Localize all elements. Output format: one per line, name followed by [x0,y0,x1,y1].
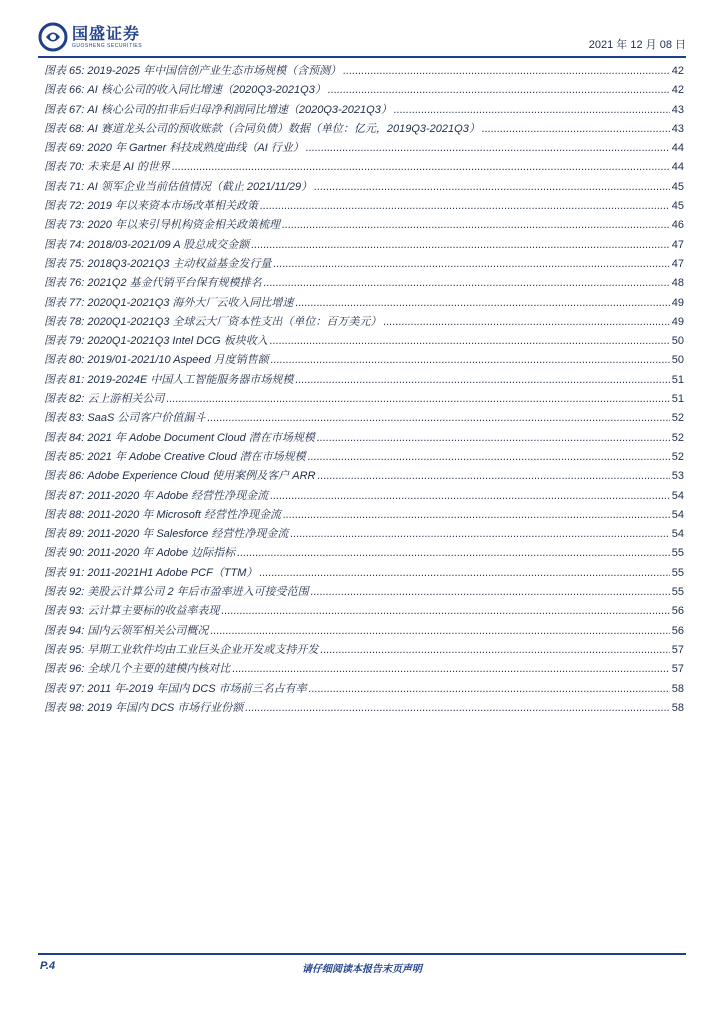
toc-dot-leader [311,586,670,598]
toc-entry-title[interactable]: SaaS 公司客户价值漏斗 [87,412,206,425]
logo-name: 国盛证券 [72,23,141,43]
toc-entry[interactable] [44,699,684,718]
toc-dot-leader [482,123,670,135]
toc-dot-leader [295,374,669,386]
toc-entry-label: 图表 89: [44,528,85,541]
toc-entry-page[interactable]: 54 [671,508,684,521]
toc-entry[interactable] [44,62,684,81]
toc-entry-label: 图表 91: [44,566,85,579]
toc-entry-label: 图表 67: [44,103,85,116]
toc-entry-title[interactable]: 未来是 AI 的世界 [87,161,170,174]
toc-entry-label: 图表 98: [44,701,85,714]
toc-entry[interactable] [44,641,684,660]
logo-emblem-icon [38,22,68,52]
toc-entry-title[interactable]: 2021 年 Adobe Creative Cloud 潜在市场规模 [87,450,306,463]
disclaimer-note: 请仔细阅读本报告末页声明 [302,964,422,975]
toc-dot-leader [260,200,670,212]
toc-entry-title[interactable]: 2019 年国内 DCS 市场行业份额 [87,701,244,714]
page-header [38,18,686,56]
toc-entry-title[interactable]: 全球几个主要的建模内核对比 [87,663,231,676]
toc-entry-page[interactable]: 47 [671,238,684,251]
toc-entry-page[interactable]: 56 [671,624,684,637]
toc-entry[interactable] [44,236,684,255]
toc-dot-leader [308,451,670,463]
toc-entry-page[interactable]: 55 [671,566,684,579]
toc-dot-leader [309,683,670,695]
toc-entry-label: 图表 77: [44,296,85,309]
toc-dot-leader [271,354,670,366]
toc-entry-page[interactable]: 52 [671,450,684,463]
toc-entry[interactable] [44,178,684,197]
toc-dot-leader [166,393,669,405]
toc-entry-title[interactable]: 2020Q1-2021Q3 海外大厂云收入同比增速 [87,296,294,309]
toc-dot-leader [283,509,670,521]
toc-entry-page[interactable]: 43 [671,122,684,135]
toc-entry[interactable] [44,313,684,332]
toc-entry-page[interactable]: 51 [671,393,684,406]
toc-entry-title[interactable]: 2020 年 Gartner 科技成熟度曲线（AI 行业） [87,142,304,155]
toc-entry[interactable] [44,351,684,370]
toc-entry-label: 图表 70: [44,161,85,174]
toc-entry-title[interactable]: AI 领军企业当前估值情况（截止 2021/11/29） [87,180,313,193]
toc-entry-title[interactable]: 2018Q3-2021Q3 主动权益基金发行量 [87,257,272,270]
toc-dot-leader [207,412,669,424]
toc-dot-leader [210,625,669,637]
toc-entry-page[interactable]: 50 [671,354,684,367]
toc-entry-title[interactable]: 云计算主要标的收益率表现 [87,605,220,618]
toc-entry-title[interactable]: 2020Q1-2021Q3 Intel DCG 板块收入 [87,335,268,348]
toc-entry-page[interactable]: 44 [671,142,684,155]
toc-entry-title[interactable]: 2021 年 Adobe Document Cloud 潜在市场规模 [87,431,315,444]
toc-dot-leader [273,258,669,270]
toc-entry-title[interactable]: 2019-2024E 中国人工智能服务器市场规模 [87,373,294,386]
toc-entry-label: 图表 90: [44,547,85,560]
toc-entry-label: 图表 76: [44,277,85,290]
toc-entry-page[interactable]: 55 [671,547,684,560]
toc-entry-page[interactable]: 42 [671,65,684,77]
toc-entry-title[interactable]: 2011-2020 年 Adobe 经营性净现金流 [87,489,269,502]
toc-entry-page[interactable]: 54 [671,489,684,502]
toc-entry-label: 图表 71: [44,180,85,193]
toc-dot-leader [245,702,669,714]
toc-entry-title[interactable]: 2020 年以来引导机构资金相关政策梳理 [87,219,280,232]
toc-entry-page[interactable]: 46 [671,219,684,232]
toc-dot-leader [306,142,670,154]
page-number: P.4 [40,960,56,972]
toc-entry-title[interactable]: 早期工业软件均由工业巨头企业开发或支持开发 [87,643,319,656]
toc-entry[interactable] [44,101,684,120]
toc-dot-leader [314,181,670,193]
toc-entry-page[interactable]: 45 [671,180,684,193]
toc-entry-label: 图表 87: [44,489,85,502]
toc-entry[interactable] [44,120,684,139]
toc-entry-page[interactable]: 53 [671,470,684,483]
toc-entry-page[interactable]: 51 [671,373,684,386]
toc-dot-leader [259,567,669,579]
toc-entry[interactable] [44,371,684,390]
toc-entry-label: 图表 97: [44,682,85,695]
toc-entry[interactable] [44,602,684,621]
toc-dot-leader [320,644,669,656]
toc-dot-leader [317,470,669,482]
toc-entry-label: 图表 74: [44,238,85,251]
toc-entry-page[interactable]: 54 [671,528,684,541]
toc-entry[interactable] [44,429,684,448]
toc-entry-label: 图表 81: [44,373,85,386]
toc-entry-title[interactable]: 国内云领军相关公司概况 [87,624,209,637]
toc-dot-leader [295,297,669,309]
logo-subtitle: GUOSHENG SECURITIES [72,42,143,49]
toc-entry-label: 图表 79: [44,335,85,348]
toc-entry-title[interactable]: 2019 年以来资本市场改革相关政策 [87,200,258,213]
toc-dot-leader [317,432,670,444]
toc-entry[interactable] [44,390,684,409]
toc-entry-page[interactable]: 52 [671,412,684,425]
toc-entry[interactable] [44,487,684,506]
toc-entry-title[interactable]: Adobe Experience Cloud 使用案例及客户 ARR [87,470,316,483]
toc-entry-label: 图表 84: [44,431,85,444]
toc-entry[interactable] [44,332,684,351]
toc-entry-title[interactable]: 2011-2020 年 Microsoft 经营性净现金流 [87,508,281,521]
figure-index-list [44,62,684,718]
toc-entry-label: 图表 73: [44,219,85,232]
toc-entry-label: 图表 95: [44,643,85,656]
toc-entry-title[interactable]: 2019-2025 年中国信创产业生态市场规模（含预测） [87,65,342,77]
company-logo [38,18,142,56]
toc-dot-leader [237,547,670,559]
toc-entry[interactable] [44,564,684,583]
toc-entry-label: 图表 82: [44,393,85,406]
toc-entry-title[interactable]: 2020Q1-2021Q3 全球云大厂资本性支出（单位：百万美元） [87,315,382,328]
toc-entry[interactable] [44,158,684,177]
toc-entry-title[interactable]: 2021Q2 基金代销平台保有规模排名 [87,277,262,290]
toc-entry-page[interactable]: 56 [671,605,684,618]
toc-entry[interactable] [44,197,684,216]
toc-entry[interactable] [44,680,684,699]
toc-entry-label: 图表 85: [44,450,85,463]
toc-entry-label: 图表 96: [44,663,85,676]
header-divider [38,56,686,58]
toc-entry-label: 图表 68: [44,122,85,135]
toc-entry-page[interactable]: 57 [671,663,684,676]
toc-entry-page[interactable]: 55 [671,586,684,599]
toc-entry[interactable] [44,622,684,641]
toc-entry[interactable] [44,216,684,235]
toc-entry-page[interactable]: 57 [671,643,684,656]
toc-entry[interactable] [44,583,684,602]
toc-entry[interactable] [44,467,684,486]
toc-entry-label: 图表 75: [44,257,85,270]
toc-dot-leader [343,65,670,77]
toc-entry[interactable] [44,139,684,158]
toc-entry-label: 图表 92: [44,586,85,599]
toc-dot-leader [328,84,670,96]
toc-entry[interactable] [44,81,684,100]
toc-dot-leader [383,316,669,328]
toc-entry-page[interactable]: 50 [671,335,684,348]
toc-entry-page[interactable]: 43 [671,103,684,116]
toc-entry-page[interactable]: 52 [671,431,684,444]
toc-dot-leader [394,104,670,116]
toc-entry-title[interactable]: AI 核心公司的扣非后归母净利润同比增速（2020Q3-2021Q3） [87,103,392,116]
toc-entry[interactable] [44,409,684,428]
toc-entry-label: 图表 72: [44,200,85,213]
toc-entry[interactable] [44,448,684,467]
toc-entry-label: 图表 93: [44,605,85,618]
toc-entry-label: 图表 66: [44,84,85,97]
toc-entry-label: 图表 69: [44,142,85,155]
toc-entry[interactable] [44,525,684,544]
toc-entry[interactable] [44,544,684,563]
toc-entry[interactable] [44,506,684,525]
toc-dot-leader [282,219,670,231]
toc-dot-leader [221,605,669,617]
toc-dot-leader [251,239,670,251]
toc-entry[interactable] [44,294,684,313]
toc-entry[interactable] [44,274,684,293]
toc-entry-page[interactable]: 58 [671,682,684,695]
toc-entry-title[interactable]: AI 赛道龙头公司的预收账款（合同负债）数据（单位：亿元，2019Q3-2021Q3） [87,122,480,135]
toc-entry-page[interactable]: 49 [671,315,684,328]
toc-dot-leader [270,335,670,347]
toc-entry[interactable] [44,660,684,679]
toc-entry-page[interactable]: 47 [671,257,684,270]
toc-dot-leader [264,277,670,289]
toc-entry-label: 图表 80: [44,354,85,367]
toc-entry-title[interactable]: 美股云计算公司 2 年后市盈率进入可接受范围 [87,586,309,599]
toc-entry-title[interactable]: 2011-2020 年 Salesforce 经营性净现金流 [87,528,289,541]
report-date: 2021 年 12 月 08 日 [588,39,686,51]
toc-entry-label: 图表 83: [44,412,85,425]
toc-entry-title[interactable]: 2011-2021H1 Adobe PCF（TTM） [87,566,258,579]
toc-dot-leader [172,161,670,173]
toc-entry-title[interactable]: 2011-2020 年 Adobe 边际指标 [87,547,236,560]
toc-entry[interactable] [44,255,684,274]
toc-entry-label: 图表 65: [44,65,85,77]
toc-entry-title[interactable]: 2011 年-2019 年国内 DCS 市场前三名占有率 [87,682,307,695]
toc-entry-page[interactable]: 44 [671,161,684,174]
toc-entry-page[interactable]: 49 [671,296,684,309]
toc-entry-page[interactable]: 48 [671,277,684,290]
toc-entry-label: 图表 88: [44,508,85,521]
toc-entry-label: 图表 86: [44,470,85,483]
footer-divider [38,953,686,955]
toc-entry-title[interactable]: 2018/03-2021/09 A 股总成交金额 [87,238,250,251]
toc-entry-label: 图表 78: [44,315,85,328]
toc-entry-title[interactable]: AI 核心公司的收入同比增速（2020Q3-2021Q3） [87,84,326,97]
toc-entry-title[interactable]: 云上游相关公司 [87,393,165,406]
toc-entry-page[interactable]: 58 [671,701,684,714]
toc-entry-page[interactable]: 45 [671,200,684,213]
toc-dot-leader [270,490,670,502]
toc-dot-leader [232,663,669,675]
toc-entry-page[interactable]: 42 [671,84,684,97]
toc-entry-label: 图表 94: [44,624,85,637]
toc-entry-title[interactable]: 2019/01-2021/10 Aspeed 月度销售额 [87,354,269,367]
toc-dot-leader [290,528,669,540]
